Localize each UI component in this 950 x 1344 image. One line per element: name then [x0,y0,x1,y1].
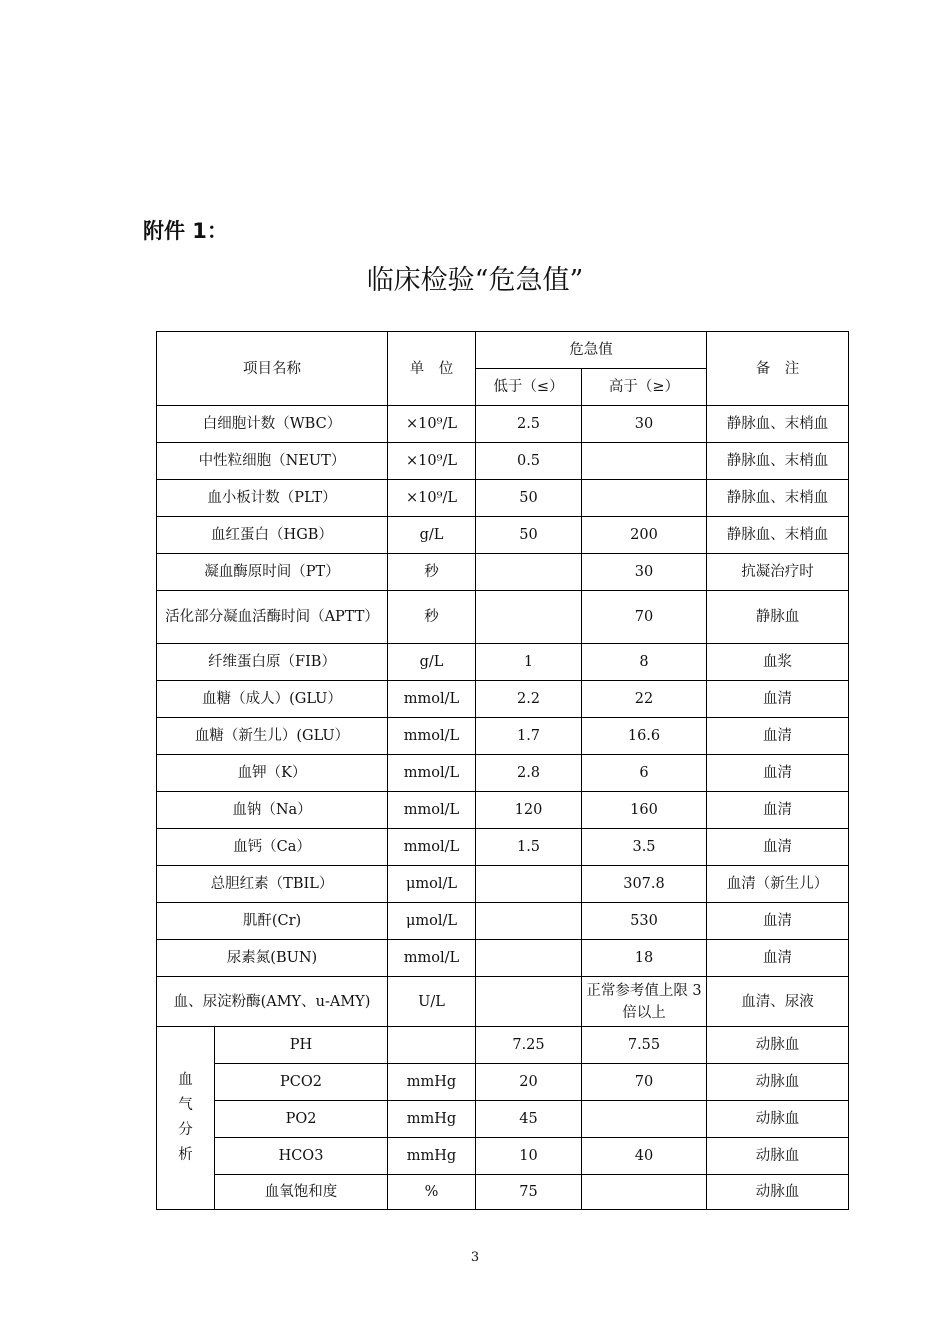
cell-unit: g/L [388,644,476,681]
table-row [157,866,849,903]
cell-high: 40 [582,1138,707,1175]
table-row [157,755,849,792]
blood-gas-row [157,1101,849,1138]
cell-low: 2.2 [476,681,582,718]
table-row [157,718,849,755]
cell-unit: mmol/L [388,829,476,866]
table-row [157,517,849,554]
blood-gas-row [157,1027,849,1064]
cell-note: 血清 [707,755,849,792]
page-title: 临床检验“危急值” [366,265,584,296]
cell-note: 动脉血 [707,1064,849,1101]
cell-note: 血清 [707,903,849,940]
cell-high: 8 [582,644,707,681]
cell-unit: mmol/L [388,718,476,755]
cell-high: 7.55 [582,1027,707,1064]
table-row [157,792,849,829]
attachment-label: 附件 1： [143,219,228,243]
header-low: 低于（≤） [476,369,582,406]
cell-note: 血清 [707,792,849,829]
cell-name: 白细胞计数（WBC） [157,406,388,443]
cell-name: 中性粒细胞（NEUT） [157,443,388,480]
cell-note: 血清（新生儿） [707,866,849,903]
cell-unit: ×10⁹/L [388,443,476,480]
cell-low: 1 [476,644,582,681]
cell-unit: mmHg [388,1064,476,1101]
cell-low [476,866,582,903]
cell-name: 尿素氮(BUN) [157,940,388,977]
cell-note: 静脉血、末梢血 [707,517,849,554]
cell-low [476,591,582,644]
cell-high [582,480,707,517]
cell-name: HCO3 [215,1138,388,1175]
cell-unit: ×10⁹/L [388,406,476,443]
header-note: 备 注 [707,332,849,406]
cell-low [476,554,582,591]
critical-values-table [156,331,849,1210]
cell-note: 血清 [707,829,849,866]
cell-high: 70 [582,591,707,644]
cell-note: 静脉血、末梢血 [707,443,849,480]
cell-name: 血糖（新生儿）(GLU） [157,718,388,755]
table-row [157,977,849,1027]
cell-note: 静脉血、末梢血 [707,480,849,517]
cell-unit: ×10⁹/L [388,480,476,517]
cell-name: PCO2 [215,1064,388,1101]
cell-name: 纤维蛋白原（FIB） [157,644,388,681]
cell-high: 307.8 [582,866,707,903]
table-row [157,443,849,480]
cell-low: 0.5 [476,443,582,480]
cell-unit: mmol/L [388,755,476,792]
cell-note: 血浆 [707,644,849,681]
blood-gas-row [157,1064,849,1101]
cell-name: 活化部分凝血活酶时间（APTT） [157,591,388,644]
cell-note: 血清 [707,718,849,755]
cell-low: 50 [476,517,582,554]
cell-unit: 秒 [388,591,476,644]
cell-unit [388,1027,476,1064]
cell-high: 530 [582,903,707,940]
cell-high: 30 [582,554,707,591]
cell-unit: 秒 [388,554,476,591]
cell-name: 总胆红素（TBIL） [157,866,388,903]
cell-low: 1.7 [476,718,582,755]
cell-note: 动脉血 [707,1138,849,1175]
cell-name: 血、尿淀粉酶(AMY、u-AMY) [157,977,388,1027]
cell-name: 血钙（Ca） [157,829,388,866]
cell-name: 肌酐(Cr) [157,903,388,940]
cell-low [476,903,582,940]
table-row [157,829,849,866]
table-row [157,406,849,443]
cell-unit: % [388,1175,476,1210]
cell-high: 16.6 [582,718,707,755]
cell-unit: mmHg [388,1138,476,1175]
cell-low [476,940,582,977]
cell-high [582,443,707,480]
cell-low: 2.8 [476,755,582,792]
cell-high: 18 [582,940,707,977]
cell-note: 抗凝治疗时 [707,554,849,591]
cell-note: 血清 [707,681,849,718]
header-critical: 危急值 [476,332,707,369]
cell-name: 血小板计数（PLT） [157,480,388,517]
cell-name: 凝血酶原时间（PT） [157,554,388,591]
cell-high: 160 [582,792,707,829]
cell-low: 120 [476,792,582,829]
cell-high: 30 [582,406,707,443]
table-row [157,554,849,591]
cell-name: PO2 [215,1101,388,1138]
table-row [157,681,849,718]
blood-gas-row [157,1138,849,1175]
cell-name: PH [215,1027,388,1064]
cell-unit: mmol/L [388,792,476,829]
cell-unit: mmHg [388,1101,476,1138]
cell-unit: U/L [388,977,476,1027]
cell-low: 7.25 [476,1027,582,1064]
cell-high: 22 [582,681,707,718]
table-row [157,480,849,517]
header-high: 高于（≥） [582,369,707,406]
cell-note: 静脉血 [707,591,849,644]
cell-unit: g/L [388,517,476,554]
table-row [157,591,849,644]
cell-low: 75 [476,1175,582,1210]
cell-name: 血钠（Na） [157,792,388,829]
cell-high: 200 [582,517,707,554]
cell-note: 血清 [707,940,849,977]
cell-unit: mmol/L [388,940,476,977]
cell-note: 动脉血 [707,1027,849,1064]
cell-name: 血氧饱和度 [215,1175,388,1210]
cell-unit: mmol/L [388,681,476,718]
cell-unit: μmol/L [388,866,476,903]
cell-note: 血清、尿液 [707,977,849,1027]
header-item: 项目名称 [157,332,388,406]
cell-high [582,1101,707,1138]
cell-unit: μmol/L [388,903,476,940]
cell-high: 6 [582,755,707,792]
cell-low: 50 [476,480,582,517]
cell-low: 45 [476,1101,582,1138]
page-number: 3 [470,1250,480,1265]
cell-note: 动脉血 [707,1101,849,1138]
header-unit: 单 位 [388,332,476,406]
cell-high [582,1175,707,1210]
cell-high: 正常参考值上限 3 倍以上 [582,977,707,1027]
table-row [157,644,849,681]
cell-low: 10 [476,1138,582,1175]
cell-name: 血红蛋白（HGB） [157,517,388,554]
cell-low [476,977,582,1027]
cell-note: 静脉血、末梢血 [707,406,849,443]
blood-gas-group-label: 血 气 分 析 [157,1027,215,1210]
table-row [157,940,849,977]
cell-name: 血糖（成人）(GLU） [157,681,388,718]
cell-low: 1.5 [476,829,582,866]
cell-high: 3.5 [582,829,707,866]
cell-low: 20 [476,1064,582,1101]
blood-gas-row [157,1175,849,1210]
cell-name: 血钾（K） [157,755,388,792]
cell-low: 2.5 [476,406,582,443]
cell-high: 70 [582,1064,707,1101]
table-body [157,406,849,1210]
table-row [157,903,849,940]
cell-note: 动脉血 [707,1175,849,1210]
